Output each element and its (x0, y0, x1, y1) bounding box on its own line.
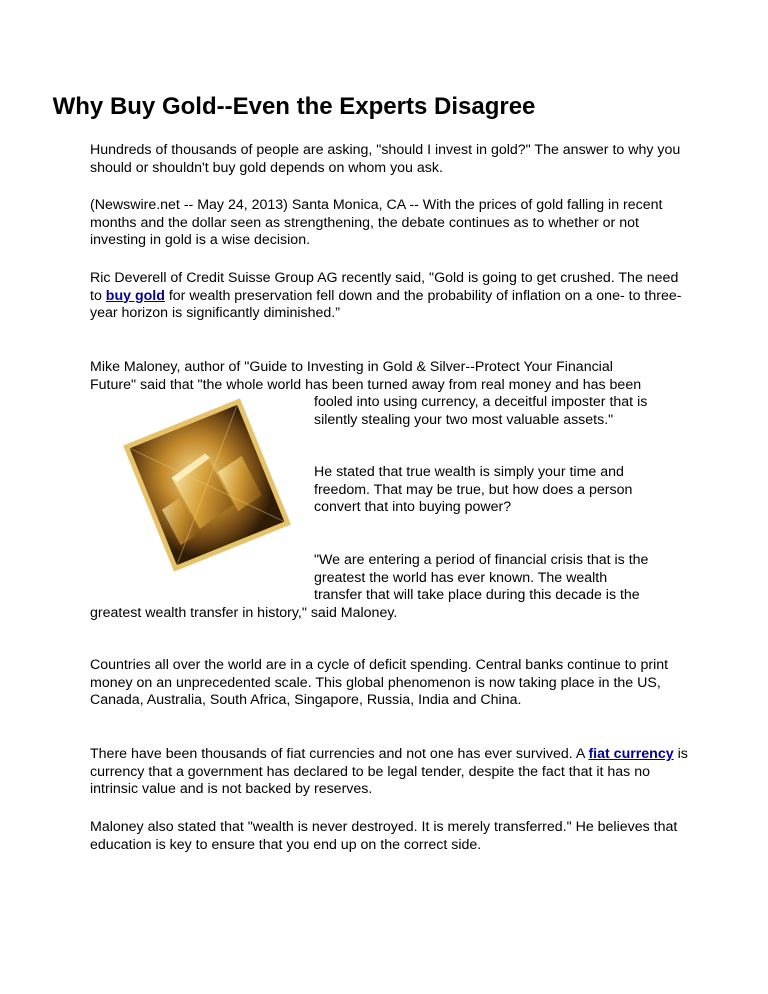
fiat-text-end: is currency that a government has declared to be legal tender, despite the fact that it has no intrinsic value and is not backed by reserves. (90, 746, 688, 797)
crisis-line-2: greatest the world has ever known. The wealth (314, 569, 608, 586)
crisis-line-1: "We are entering a period of financial crisis that is the (314, 552, 649, 568)
crisis-line-4: greatest wealth transfer in history," said Maloney. (90, 604, 398, 621)
gold-bars-photo (122, 395, 292, 575)
intro-paragraph: Hundreds of thousands of people are asking, "should I invest in gold?" The answer to why you should or shouldn't buy gold depends on whom you ask. (90, 142, 681, 176)
deverell-text-start: Ric Deverell of Credit Suisse Group AG recently said, "Gold is going to get crushed. The need to (90, 270, 679, 304)
maloney-line-1: Mike Maloney, author of "Guide to Investing in Gold & Silver--Protect Your Financial (90, 359, 613, 375)
deficit-paragraph: Countries all over the world are in a cycle of deficit spending. Central banks continue to print money on an unprecedented scale. This global phenomenon is now taking place in the US, Canada, Australia, South Africa, Singapore, Russia, India and China. (90, 657, 669, 708)
crisis-line-3: transfer that will take place during this decade is the (314, 587, 640, 603)
maloney-line-2: Future" said that "the whole world has been turned away from real money and has been (90, 376, 642, 393)
deverell-text-end: for wealth preservation fell down and the probability of inflation on a one- to three-year horizon is significantly diminished.” (90, 287, 682, 321)
maloney-line-4: silently stealing your two most valuable assets." (314, 411, 614, 428)
article-title: Why Buy Gold--Even the Experts Disagree (52, 93, 536, 120)
wealth-line-2: freedom. That may be true, but how does a person (314, 481, 633, 498)
closing-paragraph: Maloney also stated that "wealth is never destroyed. It is merely transferred." He believes that education is key to ensure that you end up on the correct side. (90, 819, 678, 853)
wealth-line-3: convert that into buying power? (314, 499, 512, 515)
wealth-line-1: He stated that true wealth is simply your time and (314, 464, 624, 480)
newswire-paragraph: (Newswire.net -- May 24, 2013) Santa Monica, CA -- With the prices of gold falling in recent months and the dollar seen as strengthening, the debate continues as to whether or not investing in gold is a wise decision. (90, 197, 663, 248)
deverell-paragraph (90, 270, 690, 323)
buy-gold-link[interactable]: buy gold (105, 287, 165, 304)
fiat-paragraph (90, 746, 690, 799)
maloney-line-3: fooled into using currency, a deceitful imposter that is (314, 394, 648, 410)
fiat-text-start: There have been thousands of fiat currencies and not one has ever survived. A (90, 746, 589, 762)
fiat-currency-link[interactable]: fiat currency (588, 746, 674, 762)
